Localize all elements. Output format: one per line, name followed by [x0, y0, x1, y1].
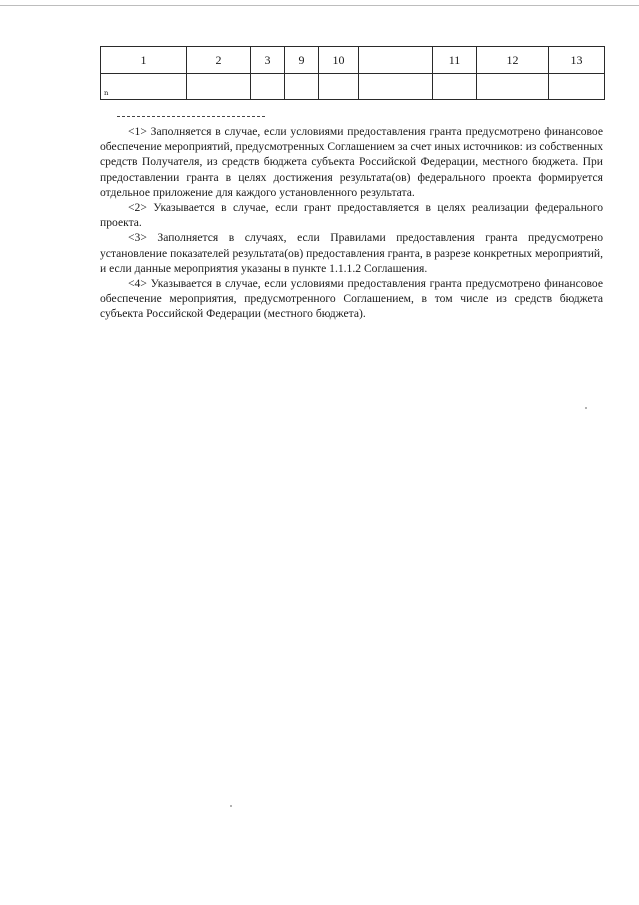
table-row [101, 74, 605, 100]
column-number-cell: 9 [285, 47, 319, 74]
footnote-2: <2> Указывается в случае, если грант предоставляется в целях реализации федерального проекта. [100, 201, 603, 230]
table-cell [433, 74, 477, 100]
table-cell [477, 74, 549, 100]
footnotes [100, 124, 603, 322]
footnote-separator [117, 116, 265, 117]
footnote-1: <1> Заполняется в случае, если условиями предоставления гранта предусмотрено финансовое обеспечение мероприятий, предусмотренных Соглашением за счет иных источников: из собственных средств Получателя, из средств бюджета субъекта Российской Федерации, местного бюджета. При предоставлении гранта в целях достижения результата(ов) федерального проекта формируется отдельное приложение для каждого установленного результата. [100, 125, 603, 199]
column-number-cell: 11 [433, 47, 477, 74]
table-cell [319, 74, 359, 100]
column-number-cell: 1 [101, 47, 187, 74]
table-cell [549, 74, 605, 100]
row-mark: ₙ [104, 85, 109, 98]
column-number-cell: 13 [549, 47, 605, 74]
table-cell [359, 74, 433, 100]
table-cell [187, 74, 251, 100]
column-number-cell: 2 [187, 47, 251, 74]
column-number-cell: 3 [251, 47, 285, 74]
footnote-3: <3> Заполняется в случаях, если Правилами предоставления гранта предусмотрено установление показателей результата(ов) предоставления гранта, в разрезе конкретных мероприятий, и если данные мероприятия указаны в пункте 1.1.1.2 Соглашения. [100, 231, 603, 275]
column-number-cell: 12 [477, 47, 549, 74]
table-header-row [101, 47, 605, 74]
table-cell [101, 74, 187, 100]
table-cell [285, 74, 319, 100]
scan-speck [230, 805, 232, 807]
scan-top-edge-line [0, 5, 639, 6]
footnote-4: <4> Указывается в случае, если условиями предоставления гранта предусмотрено финансовое обеспечение мероприятия, предусмотренного Соглашением, в том числе из средств бюджета субъекта Российской Федерации (местного бюджета). [100, 277, 603, 321]
column-number-cell: 10 [319, 47, 359, 74]
scan-speck [585, 407, 587, 409]
column-number-cell [359, 47, 433, 74]
table-cell [251, 74, 285, 100]
continuation-table [100, 46, 605, 100]
